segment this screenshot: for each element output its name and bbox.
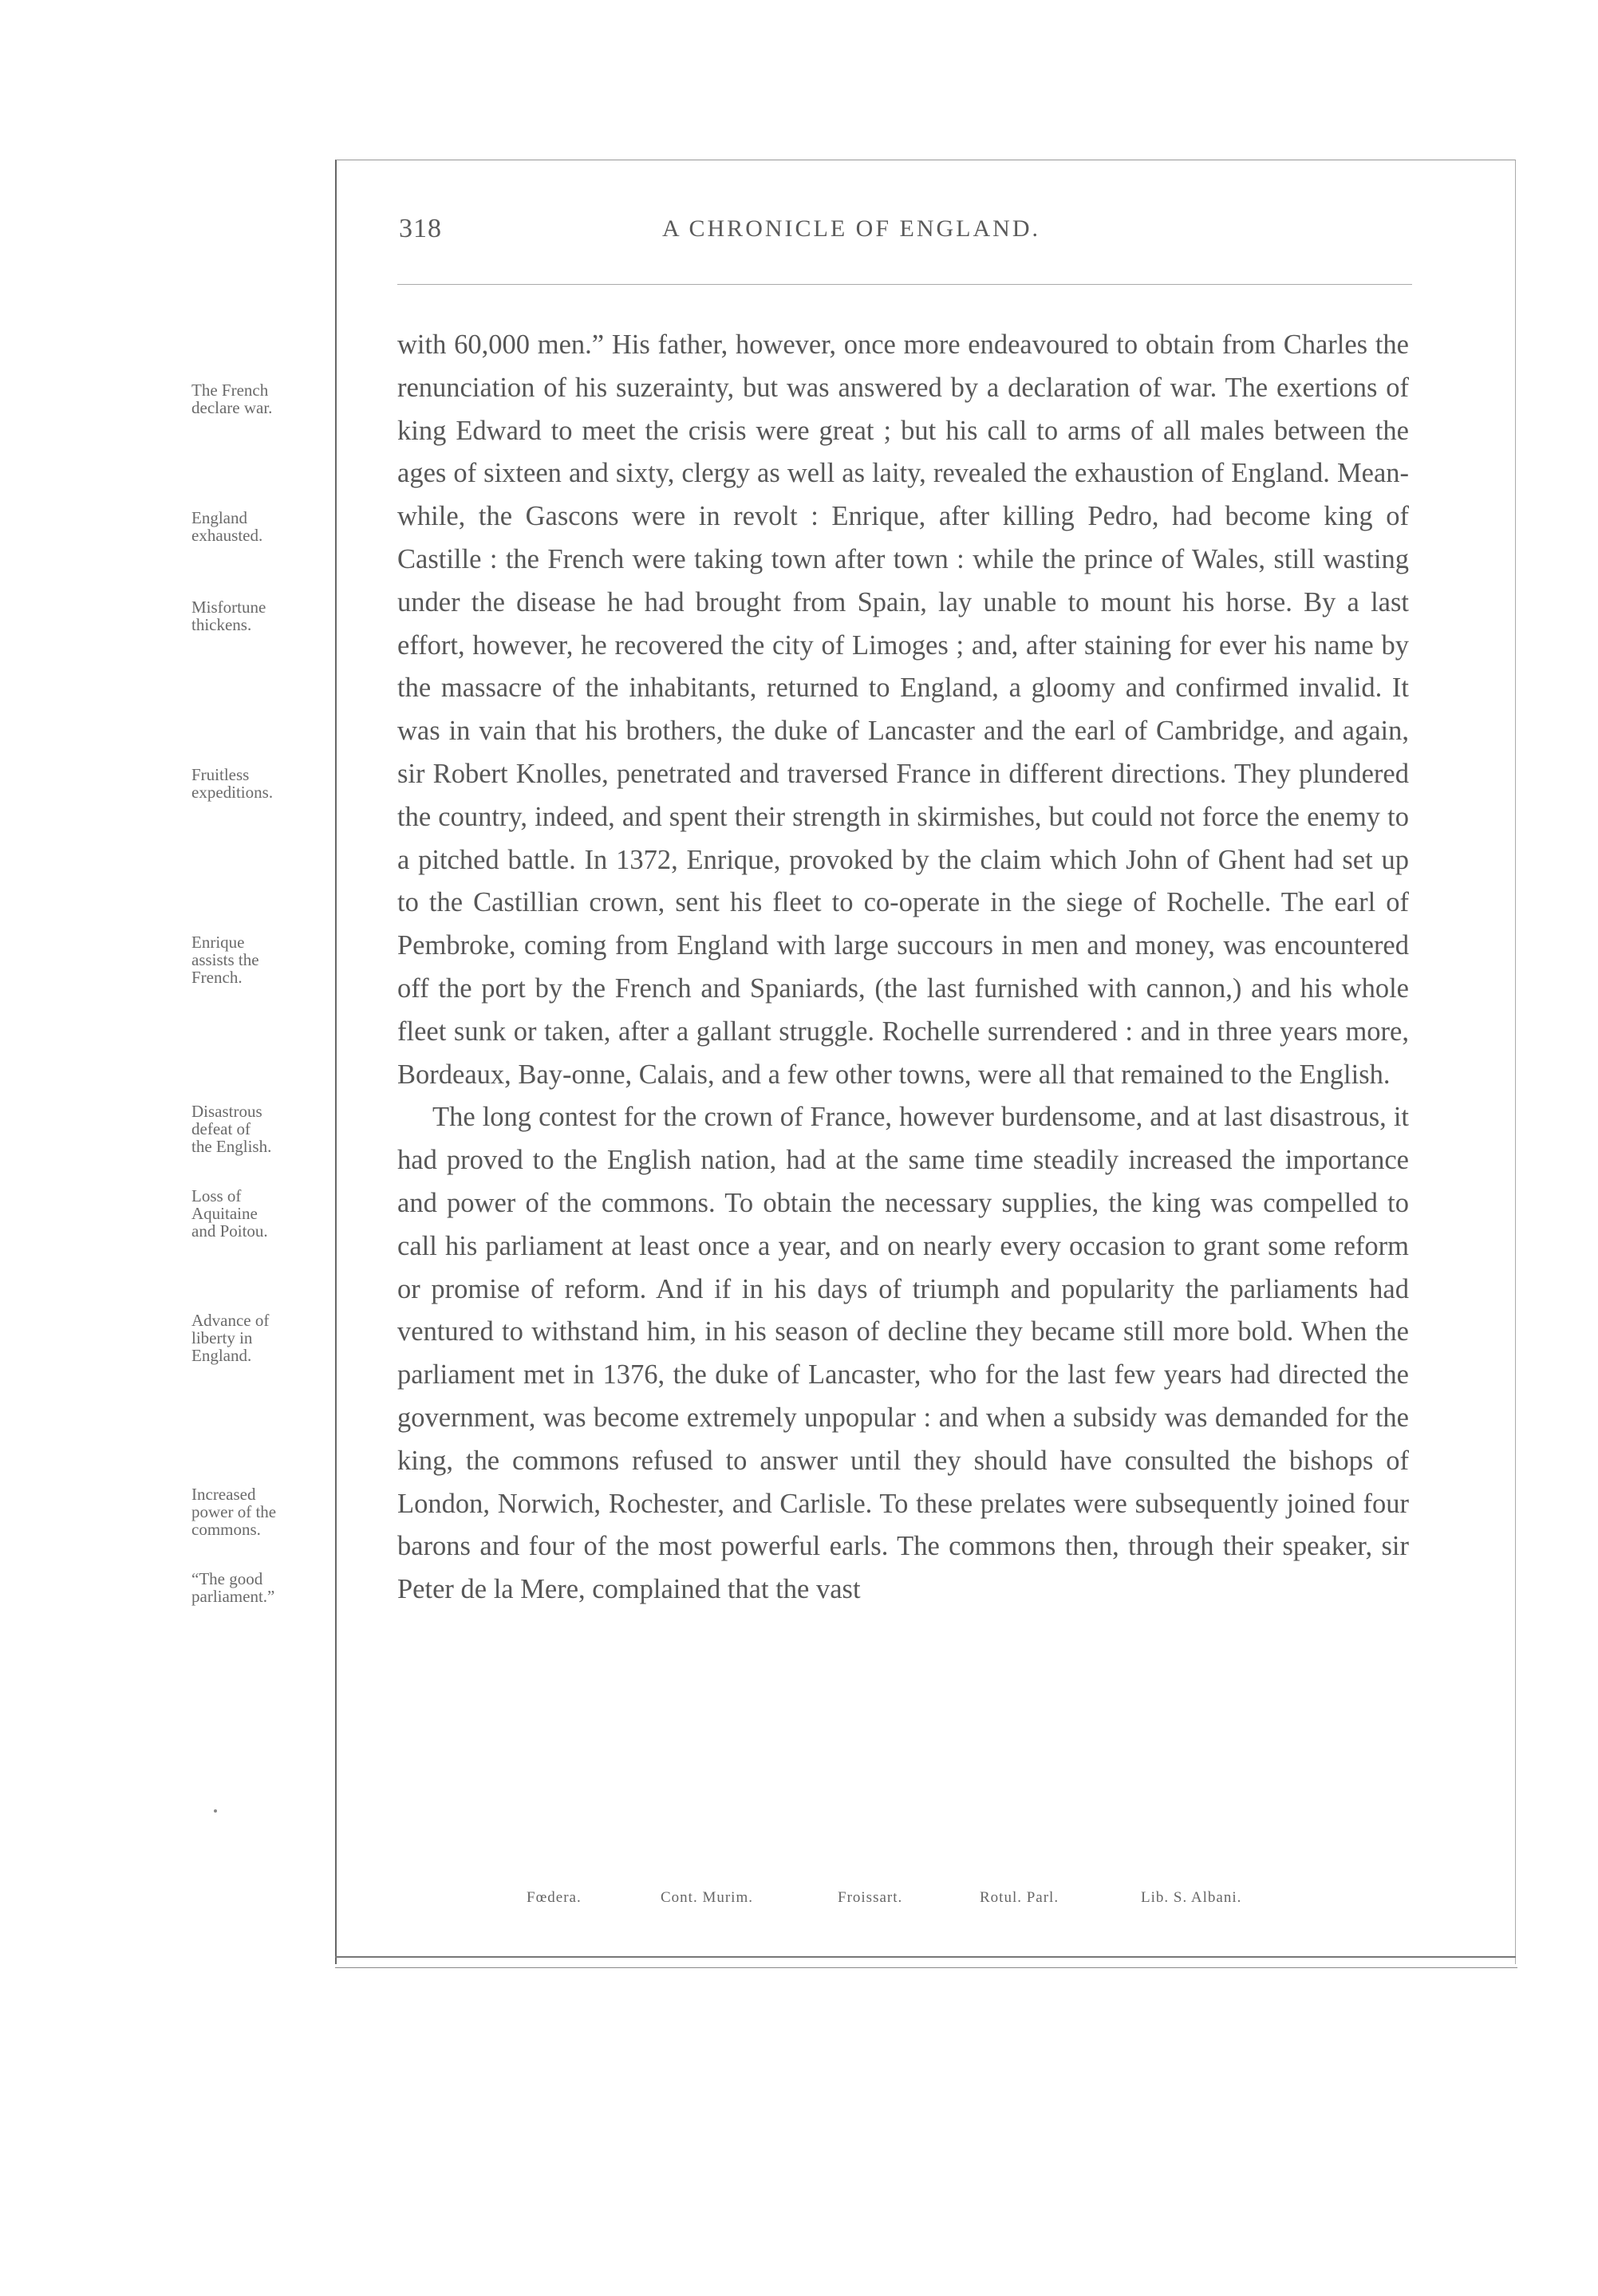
footnote-source: Froissart. bbox=[838, 1889, 903, 1906]
footnote-source: Cont. Murim. bbox=[661, 1889, 753, 1906]
sidenote-misfortune-thickens bbox=[191, 598, 327, 633]
body-text bbox=[397, 324, 1409, 1612]
sidenote-line: Advance of bbox=[191, 1311, 270, 1330]
sidenote-advance-of-liberty bbox=[191, 1312, 327, 1364]
sidenote-line: England bbox=[191, 508, 247, 527]
sidenote-line: parliament.” bbox=[191, 1587, 275, 1606]
page-number: 318 bbox=[399, 214, 442, 243]
paragraph: with 60,000 men.” His father, however, once more endeavoured to obtain from Charles the renunciation of his suzerainty, but was answered by a declaration of war. The exertions of king Edward to meet the crisis were great ; but his call to arms of all males between the ages of sixteen and sixty, clergy as well as laity, revealed the exhaustion of England. Mean-while, the Gascons were in revolt : Enrique, after killing Pedro, had become king of Castille : the French were taking town after town : while the prince of Wales, still wasting under the disease he had brought from Spain, lay unable to mount his horse. By a last effort, however, he recovered the city of Limoges ; and, after staining for ever his name by the massacre of the inhabitants, returned to England, a gloomy and confirmed invalid. It was in vain that his brothers, the duke of Lancaster and the earl of Cambridge, and again, sir Robert Knolles, penetrated and traversed France in different directions. They plundered the country, indeed, and spent their strength in skirmishes, but could not force the enemy to a pitched battle. In 1372, Enrique, provoked by the claim which John of Ghent had set up to the Castillian crown, sent his fleet to co-operate in the siege of Rochelle. The earl of Pembroke, coming from England with large succours in men and money, was encountered off the port by the French and Spaniards, (the last furnished with cannon,) and his whole fleet sunk or taken, after a gallant struggle. Rochelle surrendered : and in three years more, Bordeaux, Bay-onne, Calais, and a few other towns, were all that remained to the English. bbox=[397, 329, 1409, 1090]
footnote-source: Lib. S. Albani. bbox=[1141, 1889, 1242, 1906]
sidenote-line: Loss of bbox=[191, 1186, 242, 1205]
frame-bottom-rule bbox=[335, 1956, 1516, 1958]
sidenote-line: commons. bbox=[191, 1520, 261, 1539]
header-rule bbox=[397, 284, 1412, 285]
footnote-sources bbox=[527, 1889, 1324, 1913]
sidenote-increased-power bbox=[191, 1485, 327, 1538]
sidenote-line: Disastrous bbox=[191, 1102, 262, 1121]
sidenote-loss-of-aquitaine bbox=[191, 1187, 327, 1240]
sidenote-french-declare-war bbox=[191, 381, 327, 416]
sidenote-line: Fruitless bbox=[191, 765, 250, 784]
sidenote-enrique-assists bbox=[191, 933, 327, 986]
sidenote-line: declare war. bbox=[191, 398, 273, 417]
sidenote-line: “The good bbox=[191, 1569, 263, 1588]
margin-dot bbox=[214, 1809, 217, 1813]
sidenote-line: thickens. bbox=[191, 615, 252, 634]
running-title: A CHRONICLE OF ENGLAND. bbox=[662, 215, 1040, 242]
sidenote-line: and Poitou. bbox=[191, 1221, 268, 1241]
sidenote-line: England. bbox=[191, 1346, 252, 1365]
sidenote-line: power of the bbox=[191, 1502, 277, 1521]
sidenote-line: assists the bbox=[191, 950, 259, 969]
sidenote-good-parliament bbox=[191, 1570, 327, 1605]
sidenote-england-exhausted bbox=[191, 509, 327, 544]
footnote-source: Fœdera. bbox=[527, 1889, 582, 1906]
frame-bottom-rule-secondary bbox=[335, 1967, 1517, 1968]
sidenote-line: Misfortune bbox=[191, 598, 266, 617]
footnote-source: Rotul. Parl. bbox=[980, 1889, 1059, 1906]
sidenote-fruitless-expeditions bbox=[191, 766, 327, 801]
sidenote-line: the English. bbox=[191, 1137, 272, 1156]
paragraph: The long contest for the crown of France, however burdensome, and at last disastrous, it had proved to the English nation, had at the same time steadily increased the importance and power of the commons. To obtain the necessary supplies, the king was compelled to call his parliament at least once a year, and on nearly every occasion to grant some reform or promise of reform. And if in his days of triumph and popularity the parliaments had ventured to withstand him, in his season of decline they became still more bold. When the parliament met in 1376, the duke of Lancaster, who for the last few years had directed the government, was become extremely unpopular : and when a subsidy was demanded for the king, the commons refused to answer until they should have consulted the bishops of London, Norwich, Rochester, and Carlisle. To these prelates were subsequently joined four barons and four of the most powerful earls. The commons then, through their speaker, sir Peter de la Mere, complained that the vast bbox=[397, 1102, 1409, 1605]
page-header bbox=[399, 214, 1412, 262]
sidenote-disastrous-defeat bbox=[191, 1103, 327, 1155]
sidenote-line: expeditions. bbox=[191, 783, 274, 802]
sidenote-line: The French bbox=[191, 381, 269, 400]
sidenote-line: French. bbox=[191, 968, 243, 987]
sidenote-line: Enrique bbox=[191, 933, 245, 952]
sidenote-line: exhausted. bbox=[191, 526, 263, 545]
sidenote-line: Aquitaine bbox=[191, 1204, 258, 1223]
sidenote-line: Increased bbox=[191, 1485, 256, 1504]
sidenote-line: defeat of bbox=[191, 1119, 251, 1138]
sidenote-line: liberty in bbox=[191, 1328, 253, 1347]
